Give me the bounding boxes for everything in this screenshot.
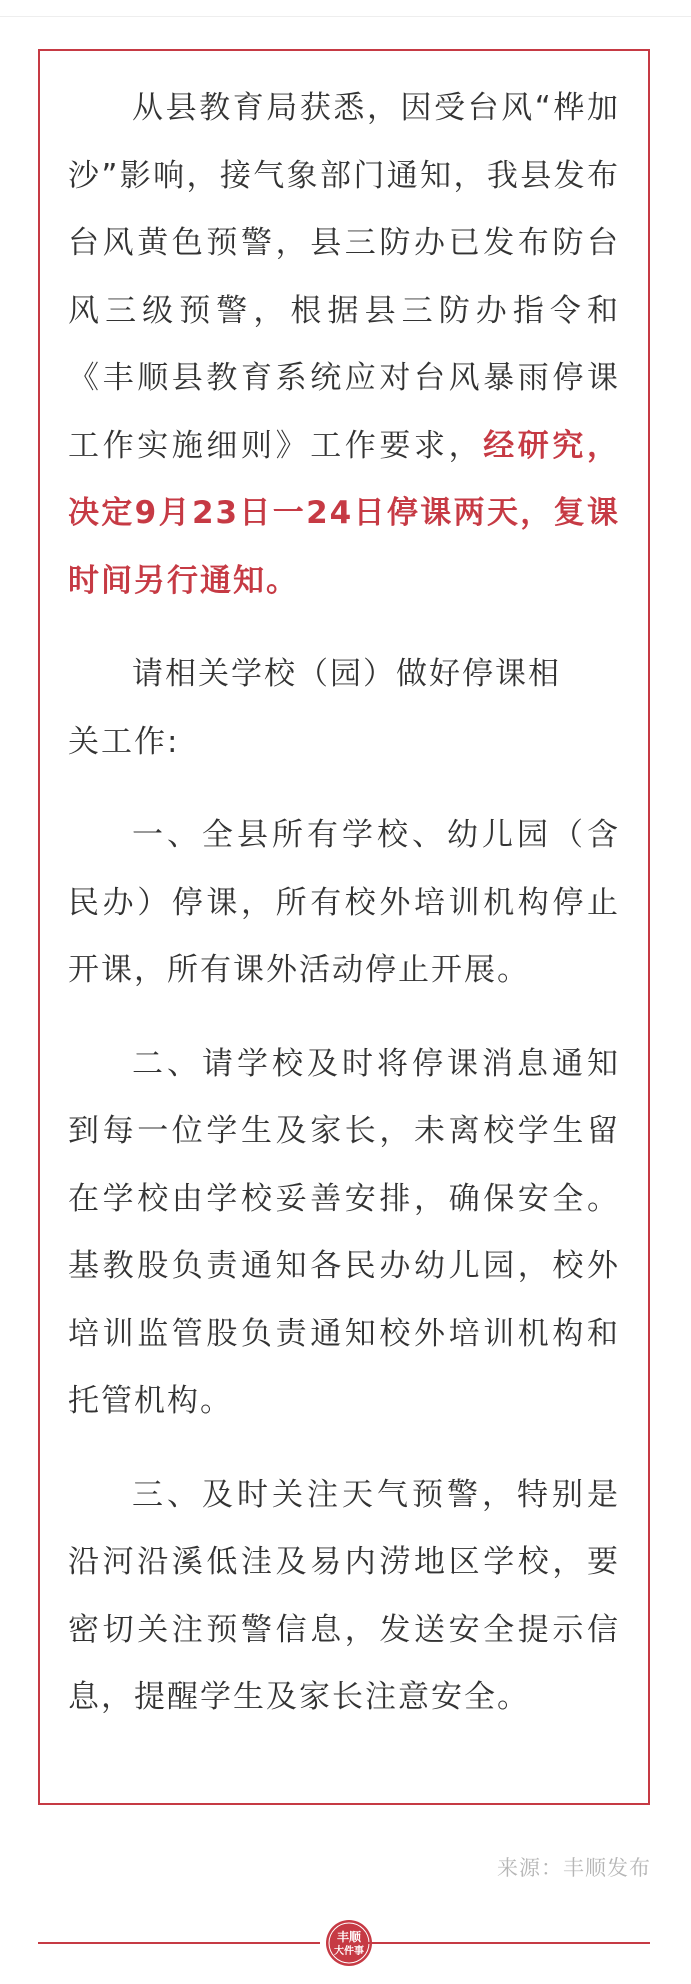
top-divider xyxy=(0,16,691,17)
footer-line-right xyxy=(368,1942,650,1944)
notice-paragraph-1 xyxy=(68,75,620,615)
footer-divider xyxy=(38,1918,650,1968)
notice-item-1: 一、全县所有学校、幼儿园（含民办）停课，所有校外培训机构停止开课，所有课外活动停止开展。 xyxy=(68,817,620,988)
logo-text-line-1: 丰顺 xyxy=(336,1930,362,1944)
footer-line-left xyxy=(38,1942,320,1944)
notice-paragraph-2-continued: 关工作: xyxy=(68,723,180,760)
source-label: 来源： xyxy=(497,1856,563,1880)
notice-box xyxy=(38,49,650,1805)
notice-paragraph-2: 请相关学校（园）做好停课相 xyxy=(132,656,561,692)
brand-logo xyxy=(324,1918,374,1968)
notice-item-2: 二、请学校及时将停课消息通知到每一位学生及家长，未离校学生留在学校由学校妥善安排，确保安全。基教股负责通知各民办幼儿园，校外培训监管股负责通知校外培训机构和托管机构。 xyxy=(68,1045,620,1419)
notice-paragraph-1-text: 从县教育局获悉，因受台风“桦加沙”影响，接气象部门通知，我县发布台风黄色预警，县三防办已发布防台风三级预警，根据县三防办指令和《丰顺县教育系统应对台风暴雨停课工作实施细则》工作要求， xyxy=(68,90,620,464)
source-value: 丰顺发布 xyxy=(563,1856,651,1880)
source-credit xyxy=(497,1852,651,1882)
logo-text-line-2: 大件事 xyxy=(334,1946,364,1957)
notice-item-3: 三、及时关注天气预警，特别是沿河沿溪低洼及易内涝地区学校，要密切关注预警信息，发送安全提示信息，提醒学生及家长注意安全。 xyxy=(68,1476,620,1715)
suspension-decision-highlight: 经研究，决定9月23日一24日停课两天，复课时间另行通知。 xyxy=(68,427,621,599)
